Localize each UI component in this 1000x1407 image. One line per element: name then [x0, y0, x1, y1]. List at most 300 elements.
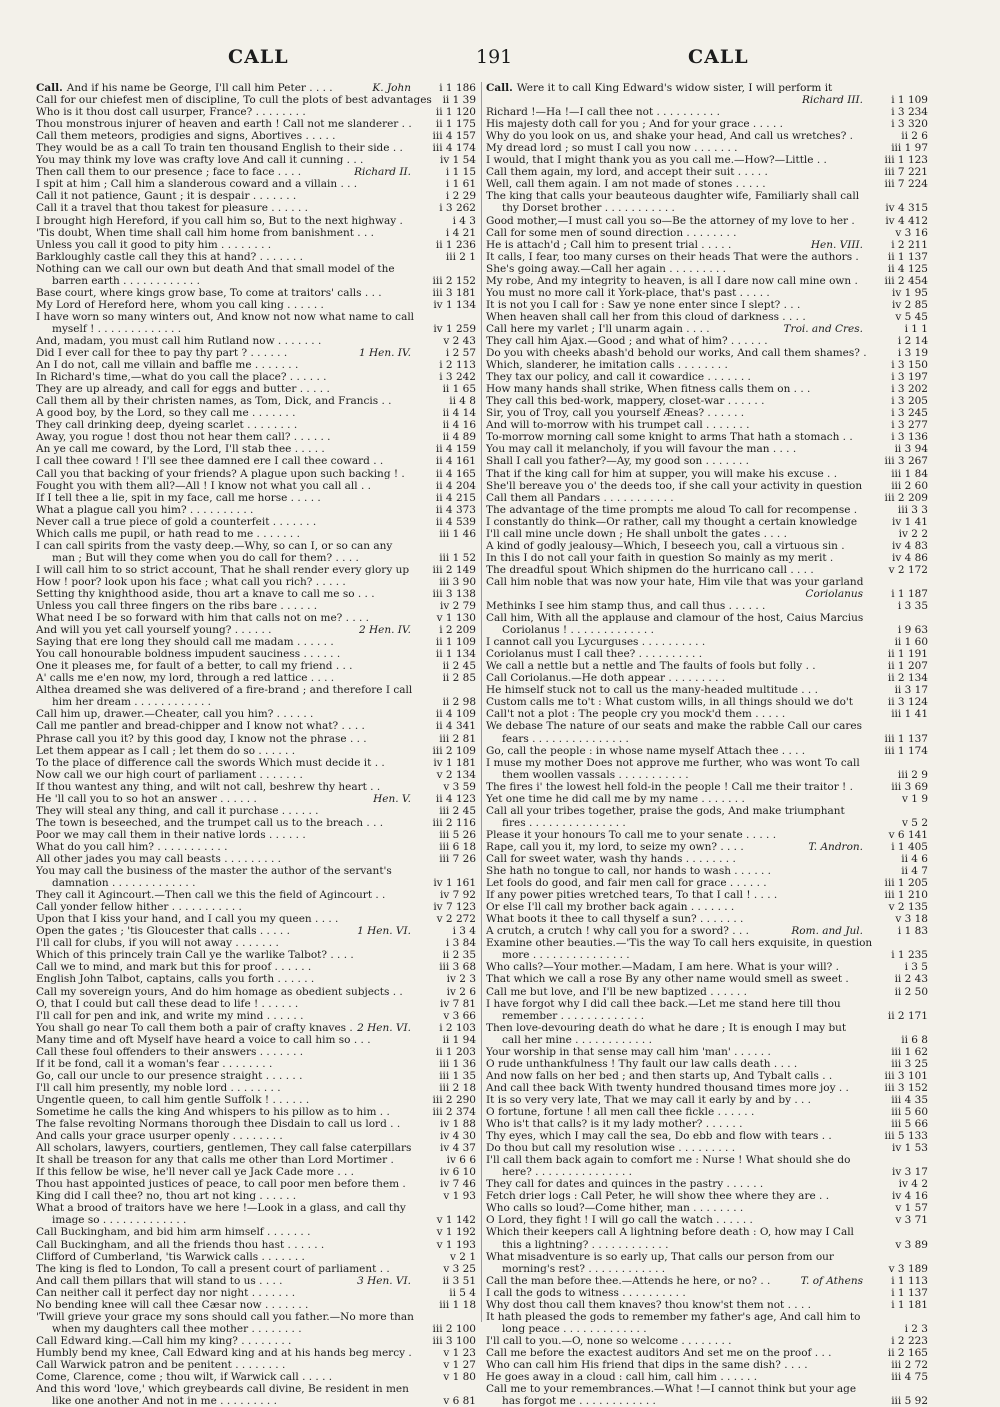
entry-line — [36, 383, 476, 395]
quote-text: Call him noble that was now your hate, Him vile that was your garland — [486, 575, 864, 588]
quote-text: A kind of godly jealousy—Which, I beseech you, call a virtuous sin . — [486, 539, 845, 552]
quote-text: It is so very very late, That we may call it early by and by . . . — [486, 1093, 812, 1106]
entry-line — [36, 540, 476, 552]
entry-line — [36, 395, 476, 407]
quote-text: Call them meteors, prodigies and signs, Abortives . . . . . — [36, 130, 336, 143]
act-scene-line-ref: ii 6 8 — [897, 1034, 928, 1046]
act-scene-line-ref: ii 2 165 — [884, 1347, 928, 1359]
entry-line — [486, 455, 928, 467]
quote-text: Call we to mind, and mark but this for proof . . . . . . — [36, 961, 312, 974]
entry-line — [36, 1118, 476, 1130]
entry-line — [36, 1251, 476, 1263]
act-scene-line-ref: v 5 2 — [898, 817, 928, 829]
entry-line — [36, 468, 476, 480]
act-scene-line-ref: iv 1 88 — [436, 1118, 476, 1130]
quote-text: It hath pleased the gods to remember my father's age, And call him to — [486, 1310, 861, 1323]
quote-text: Unless you call three fingers on the ribs bare . . . . . . — [36, 600, 318, 613]
act-scene-line-ref: iii 3 181 — [429, 287, 476, 299]
quote-text: The king is fled to London, To call a present court of parliament . . — [36, 1262, 390, 1275]
quote-text: My dread lord ; so must I call you now . . . . . . . — [486, 142, 738, 155]
entry-line — [486, 383, 928, 395]
quote-text: They would be as a call To train ten thousand English to their side . . — [36, 142, 403, 155]
entry-line — [486, 1371, 928, 1383]
quote-text: Ungentle queen, to call him gentle Suffolk ! . . . . . . — [36, 1093, 310, 1106]
entry-line — [486, 118, 928, 130]
act-scene-line-ref: v 2 43 — [439, 335, 476, 347]
quote-text: Richard !—Ha !—I call thee not . . . . . . . . . . — [486, 106, 720, 119]
play-title: K. John — [369, 82, 414, 94]
entry-line — [486, 624, 928, 636]
act-scene-line-ref: iii 3 267 — [881, 455, 928, 467]
quote-text: What misadventure is so early up, That calls our person from our — [486, 1250, 834, 1263]
quote-text: Coriolanus must I call thee? . . . . . . . . . . — [486, 648, 703, 661]
act-scene-line-ref: v 3 59 — [439, 781, 476, 793]
entry-line — [36, 528, 476, 540]
entry-line — [486, 841, 928, 853]
entry-line — [36, 1094, 476, 1106]
quote-text: fears . . . . . . . . . . . . . . . — [502, 732, 629, 745]
entry-line — [486, 986, 928, 998]
quote-text: O rude unthankfulness ! Thy fault our law calls death . . . . — [486, 1057, 798, 1070]
entry-line — [486, 431, 928, 443]
quote-text: Upon that I kiss your hand, and I call you my queen . . . . — [36, 913, 339, 926]
quote-text: Who is it thou dost call usurper, France? . . . . . . . . — [36, 106, 306, 119]
act-scene-line-ref: iii 4 157 — [429, 130, 476, 142]
quote-text: Call Edward king.—Call him my king? . . . . . . . . — [36, 1334, 292, 1347]
act-scene-line-ref: i 3 4 — [449, 925, 476, 937]
quote-text: He is attach'd ; Call him to present trial . . . . . — [486, 238, 732, 251]
quote-text: How many hands shall strike, When fitness calls them on . . . — [486, 383, 811, 396]
entry-line — [36, 1359, 476, 1371]
quote-text: Call me but love, and I'll be new baptized . . . . . . — [486, 985, 747, 998]
act-scene-line-ref: i 3 234 — [887, 106, 928, 118]
quote-text: Call it not patience, Gaunt ; it is despair . . . . . . . — [36, 190, 297, 203]
quote-text: What boots it thee to call thyself a sun? . . . . . . . — [486, 913, 744, 926]
entry-line — [486, 1058, 928, 1070]
act-scene-line-ref: i 2 3 — [901, 1323, 928, 1335]
quote-text: Why do you look on us, and shake your head, And call us wretches? . — [486, 130, 853, 143]
act-scene-line-ref: ii 1 65 — [439, 383, 476, 395]
entry-line — [486, 1082, 928, 1094]
act-scene-line-ref: ii 4 165 — [432, 468, 476, 480]
act-scene-line-ref: iii 1 97 — [887, 142, 928, 154]
quote-text: Methinks I see him stamp thus, and call thus . . . . . . — [486, 600, 766, 613]
act-scene-line-ref: iii 2 1 — [442, 251, 476, 263]
quote-text: Never call a true piece of gold a counterfeit . . . . . . . — [36, 515, 317, 528]
act-scene-line-ref: iv 1 259 — [429, 323, 476, 335]
quote-text: Saying that ere long they should call me madam . . . . . . — [36, 636, 334, 649]
entry-line — [36, 492, 476, 504]
entry-line — [36, 552, 476, 564]
entry-line — [486, 202, 928, 214]
act-scene-line-ref: iii 2 209 — [881, 492, 928, 504]
entry-line — [486, 287, 928, 299]
entry-line — [36, 1082, 476, 1094]
act-scene-line-ref: i 3 245 — [887, 407, 928, 419]
page-header — [0, 46, 1000, 76]
act-scene-line-ref: iv 6 6 — [443, 1154, 476, 1166]
quote-text: He goes away in a cloud : call him, call him . . . . . . — [486, 1371, 758, 1384]
quote-text: A' calls me e'en now, my lord, through a red lattice . . . . — [36, 672, 335, 685]
quote-text: No bending knee will call thee Cæsar now . . . . . . . — [36, 1298, 309, 1311]
act-scene-line-ref: iii 2 9 — [894, 769, 928, 781]
entry-line — [486, 371, 928, 383]
act-scene-line-ref: iii 2 454 — [881, 275, 928, 287]
quote-text: It is not you I call for : Saw ye none enter since I slept? . . . — [486, 298, 801, 311]
entry-line — [486, 973, 928, 985]
quote-text: I brought high Hereford, if you call him so, But to the next highway . — [36, 214, 403, 227]
entry-line — [486, 949, 928, 961]
entry-line — [36, 1142, 476, 1154]
entry-line — [36, 684, 476, 696]
act-scene-line-ref: i 3 84 — [442, 937, 476, 949]
act-scene-line-ref: iv 2 79 — [436, 600, 476, 612]
quote-text: Let them appear as I call ; let them do so . . . . . . — [36, 744, 296, 757]
act-scene-line-ref: iv 2 3 — [443, 973, 476, 985]
entry-line — [36, 1166, 476, 1178]
play-title: Hen. V. — [370, 793, 414, 805]
act-scene-line-ref: iii 3 90 — [435, 576, 476, 588]
quote-text: It calls, I fear, too many curses on their heads That were the authors . — [486, 250, 859, 263]
play-title: 2 Hen. IV. — [356, 624, 414, 636]
entry-line — [36, 949, 476, 961]
quote-text: You call honourable boldness impudent sauciness . . . . . . — [36, 648, 341, 661]
act-scene-line-ref: iii 5 133 — [881, 1130, 928, 1142]
play-title: Troi. and Cres. — [781, 323, 866, 335]
entry-line — [486, 998, 928, 1010]
act-scene-line-ref: i 3 5 — [901, 961, 928, 973]
act-scene-line-ref: ii 1 60 — [891, 636, 928, 648]
quote-text: Sometime he calls the king And whispers to his pillow as to him . . — [36, 1105, 390, 1118]
quote-text: Then love-devouring death do what he dare ; It is enough I may but — [486, 1021, 847, 1034]
entry-line — [486, 142, 928, 154]
quote-text: Who is't that calls? is it my lady mother? . . . . . . — [486, 1118, 743, 1131]
entry-line — [36, 901, 476, 913]
right-headword: CALL — [688, 46, 749, 68]
entry-line — [36, 600, 476, 612]
act-scene-line-ref: iv 4 30 — [436, 1130, 476, 1142]
entry-lead-word: Call. — [36, 82, 63, 94]
act-scene-line-ref: ii 3 124 — [884, 696, 928, 708]
entry-line — [36, 431, 476, 443]
quote-text: Who calls?—Your mother.—Madam, I am here. What is your will? . — [486, 961, 839, 974]
entry-line — [36, 648, 476, 660]
act-scene-line-ref: ii 4 373 — [432, 504, 476, 516]
quote-text: She'll bereave you o' the deeds too, if she call your activity in question — [486, 479, 863, 492]
entry-line — [486, 1335, 928, 1347]
act-scene-line-ref: i 1 113 — [887, 1275, 928, 1287]
play-title: 1 Hen. VI. — [354, 925, 414, 937]
entry-line — [486, 492, 928, 504]
quote-text: Call Coriolanus.—He doth appear . . . . . . . . . — [486, 672, 726, 685]
quote-text: Thy eyes, which I may call the sea, Do ebb and flow with tears . . — [486, 1130, 832, 1143]
quote-text: fires . . . . . . . . . . . . . . . — [502, 816, 626, 829]
entry-line — [486, 311, 928, 323]
act-scene-line-ref: ii 5 4 — [445, 1287, 476, 1299]
quote-text: Go, call our uncle to our presence straight . . . . . . — [36, 1069, 303, 1082]
entry-line — [486, 636, 928, 648]
quote-text: man ; But will they come when you do call for them? . . . . — [52, 551, 359, 564]
act-scene-line-ref: ii 2 35 — [439, 949, 476, 961]
entry-lead-word: Call. — [486, 82, 513, 94]
entry-line — [36, 1287, 476, 1299]
entry-line — [36, 817, 476, 829]
play-title: T. of Athens — [798, 1275, 866, 1287]
entry-line — [36, 1395, 476, 1407]
quote-text: I spit at him ; Call him a slanderous coward and a villain . . . — [36, 178, 358, 191]
act-scene-line-ref: iv 4 2 — [895, 1178, 928, 1190]
entry-line — [486, 251, 928, 263]
quote-text: What a plague call you him? . . . . . . . . . . — [36, 503, 254, 516]
entry-line — [486, 829, 928, 841]
act-scene-line-ref: i 3 197 — [887, 371, 928, 383]
quote-text: I'll call to you.—O, none so welcome . . . . . . . . — [486, 1334, 732, 1347]
entry-line — [36, 564, 476, 576]
quote-text: Let fools do good, and fair men call for grace . . . . . . — [486, 877, 767, 890]
entry-line — [486, 588, 928, 600]
entry-line — [36, 443, 476, 455]
act-scene-line-ref: ii 1 203 — [432, 1046, 476, 1058]
quote-text: And call thee back With twenty hundred thousand times more joy . . — [486, 1081, 849, 1094]
entry-line — [486, 805, 928, 817]
act-scene-line-ref: iii 2 116 — [429, 817, 476, 829]
entry-line — [486, 1178, 928, 1190]
quote-text: That if the king call for him at supper, you will make his excuse . . — [486, 467, 838, 480]
entry-line — [486, 299, 928, 311]
quote-text: Call Warwick patron and be penitent . . . . . . . . — [36, 1358, 286, 1371]
entry-line — [36, 190, 476, 202]
entry-line — [486, 275, 928, 287]
entry-line — [486, 769, 928, 781]
quote-text: And call them pillars that will stand to us . . . . — [36, 1274, 283, 1287]
act-scene-line-ref: v 2 1 — [446, 1251, 476, 1263]
act-scene-line-ref: v 3 16 — [891, 227, 928, 239]
quote-text: morning's rest? . . . . . . . . . . . . — [502, 1262, 666, 1275]
act-scene-line-ref: iv 4 315 — [881, 202, 928, 214]
act-scene-line-ref: iv 2 2 — [895, 528, 928, 540]
quote-text: The king that calls your beauteous daughter wife, Familiarly shall call — [486, 190, 860, 203]
entry-line — [36, 1275, 476, 1287]
quote-text: His majesty doth call for you ; And for your grace . . . . . — [486, 118, 783, 131]
act-scene-line-ref: ii 4 539 — [432, 516, 476, 528]
act-scene-line-ref: ii 1 191 — [884, 648, 928, 660]
quote-text: Many time and oft Myself have heard a voice to call him so . . . — [36, 1033, 371, 1046]
act-scene-line-ref: i 3 35 — [894, 600, 928, 612]
act-scene-line-ref: ii 2 85 — [439, 672, 476, 684]
quote-text: Call them all by their christen names, as Tom, Dick, and Francis . . — [36, 395, 392, 408]
act-scene-line-ref: iv 4 83 — [888, 540, 928, 552]
quote-text: Come, Clarence, come ; thou wilt, if Warwick call . . . . . — [36, 1371, 333, 1384]
act-scene-line-ref: i 2 113 — [435, 359, 476, 371]
quote-text: I constantly do think—Or rather, call my thought a certain knowledge — [486, 515, 858, 528]
act-scene-line-ref: iv 1 41 — [888, 516, 928, 528]
act-scene-line-ref: ii 1 120 — [432, 106, 476, 118]
quote-text: Call for sweet water, wash thy hands . . . . . . . . — [486, 853, 736, 865]
act-scene-line-ref: ii 1 236 — [432, 239, 476, 251]
entry-line — [486, 178, 928, 190]
entry-line — [36, 769, 476, 781]
act-scene-line-ref: iii 1 52 — [435, 552, 476, 564]
entry-line — [486, 1010, 928, 1022]
act-scene-line-ref: iv 6 10 — [436, 1166, 476, 1178]
quote-text: long peace . . . . . . . . . . . . . — [502, 1322, 647, 1335]
entry-line — [486, 865, 928, 877]
entry-line — [36, 118, 476, 130]
entry-line — [36, 913, 476, 925]
quote-text: English John Talbot, captains, calls you forth . . . . . . — [36, 973, 315, 986]
entry-line — [36, 263, 476, 275]
act-scene-line-ref: v 1 9 — [898, 793, 928, 805]
quote-text: Do you with cheeks abash'd behold our works, And call them shames? . — [486, 347, 867, 360]
play-title: Richard II. — [351, 166, 414, 178]
act-scene-line-ref: iv 4 412 — [881, 215, 928, 227]
act-scene-line-ref: i 3 277 — [887, 419, 928, 431]
quote-text: The false revolting Normans thorough thee Disdain to call us lord . . — [36, 1118, 401, 1131]
quote-text: King did I call thee? no, thou art not king . . . . . . — [36, 1190, 297, 1203]
entry-line — [36, 1335, 476, 1347]
act-scene-line-ref: iii 5 92 — [887, 1395, 928, 1407]
act-scene-line-ref: ii 4 8 — [445, 395, 476, 407]
act-scene-line-ref: i 3 19 — [894, 347, 928, 359]
entry-line — [36, 335, 476, 347]
act-scene-line-ref: i 3 136 — [887, 431, 928, 443]
entry-line — [36, 672, 476, 684]
entry-line — [36, 1226, 476, 1238]
entry-line — [36, 708, 476, 720]
entry-line — [486, 480, 928, 492]
entry-line — [36, 202, 476, 214]
quote-text: And now falls on her bed ; and then starts up, And Tybalt calls . . — [486, 1069, 833, 1082]
act-scene-line-ref: iii 3 69 — [887, 781, 928, 793]
quote-text: An I do not, call me villain and baffle me . . . . . . . — [36, 359, 299, 372]
quote-text: If this fellow be wise, he'll never call ye Jack Cade more . . . — [36, 1166, 355, 1179]
entry-line — [36, 407, 476, 419]
quote-text: Which, slanderer, he imitation calls . . . . . . . . — [486, 359, 728, 372]
quote-text: I call thee coward ! I'll see thee damned ere I call thee coward . . — [36, 455, 384, 468]
quote-text: Which their keepers call A lightning before death : O, how may I Call — [486, 1226, 854, 1239]
entry-line — [486, 672, 928, 684]
entry-line — [486, 889, 928, 901]
entry-line — [36, 1178, 476, 1190]
entry-line — [486, 227, 928, 239]
quote-text: They tax our policy, and call it cowardice . . . . . . . — [486, 371, 751, 384]
entry-line — [486, 1323, 928, 1335]
quote-text: If I tell thee a lie, spit in my face, call me horse . . . . . — [36, 491, 321, 504]
column-divider — [481, 82, 482, 1322]
quote-text: Call him, With all the applause and clamour of the host, Caius Marcius — [486, 612, 864, 625]
quote-text: The fires i' the lowest hell fold-in the people ! Call me their traitor ! . — [486, 780, 853, 793]
entry-line — [36, 504, 476, 516]
quote-text: Why dost thou call them knaves? thou know'st them not . . . . — [486, 1298, 811, 1311]
entry-line — [36, 1022, 476, 1034]
quote-text: Thou monstrous injurer of heaven and earth ! Call not me slanderer . . — [36, 118, 412, 131]
act-scene-line-ref: ii 4 16 — [439, 419, 476, 431]
act-scene-line-ref: v 1 57 — [891, 1202, 928, 1214]
entry-line — [36, 925, 476, 937]
entry-line — [36, 1034, 476, 1046]
entry-line — [36, 961, 476, 973]
entry-line — [486, 407, 928, 419]
entry-line — [36, 937, 476, 949]
quote-text: We debase The nature of our seats and make the rabble Call our cares — [486, 720, 862, 733]
act-scene-line-ref: ii 4 215 — [432, 492, 476, 504]
entry-line — [36, 323, 476, 335]
act-scene-line-ref: ii 1 137 — [884, 251, 928, 263]
act-scene-line-ref: v 3 71 — [891, 1214, 928, 1226]
quote-text: Thou hast appointed justices of peace, to call poor men before them . — [36, 1178, 406, 1191]
act-scene-line-ref: iv 4 37 — [436, 1142, 476, 1154]
entry-line — [36, 1383, 476, 1395]
quote-text: I can call spirits from the vasty deep.—Why, so can I, or so can any — [36, 539, 393, 552]
entry-line — [36, 516, 476, 528]
quote-text: image so . . . . . . . . . . . . . — [52, 1214, 187, 1227]
act-scene-line-ref: iii 2 81 — [435, 733, 476, 745]
quote-text: All other jades you may call beasts . . . . . . . . . — [36, 853, 281, 865]
quote-text: Althea dreamed she was delivered of a fire-brand ; and therefore I call — [36, 684, 413, 697]
act-scene-line-ref: iv 7 81 — [436, 998, 476, 1010]
act-scene-line-ref: iii 2 72 — [887, 1359, 928, 1371]
act-scene-line-ref: i 2 209 — [435, 624, 476, 636]
entry-line — [486, 937, 928, 949]
entry-line — [36, 1106, 476, 1118]
act-scene-line-ref: iv 4 16 — [888, 1190, 928, 1202]
quote-text: Barkloughly castle call they this at hand? . . . . . . . — [36, 250, 303, 263]
act-scene-line-ref: ii 4 123 — [432, 793, 476, 805]
entry-line — [486, 419, 928, 431]
quote-text: call her mine . . . . . . . . . . . . — [502, 1033, 652, 1046]
quote-text: The town is beseeched, and the trumpet call us to the breach . . . — [36, 816, 384, 829]
quote-text: Call Buckingham, and all the friends thou hast . . . . . . — [36, 1238, 325, 1251]
act-scene-line-ref: iii 1 36 — [435, 1058, 476, 1070]
entry-line — [486, 612, 928, 624]
entry-line — [36, 1190, 476, 1202]
act-scene-line-ref: iii 3 101 — [881, 1070, 928, 1082]
entry-line — [486, 696, 928, 708]
act-scene-line-ref: i 1 235 — [887, 949, 928, 961]
entry-line — [36, 720, 476, 732]
entry-line — [486, 190, 928, 202]
entry-line — [486, 1166, 928, 1178]
act-scene-line-ref: iii 1 35 — [435, 1070, 476, 1082]
quote-text: Unless you call it good to pity him . . . . . . . . — [36, 238, 272, 251]
act-scene-line-ref: i 1 187 — [887, 588, 928, 600]
act-scene-line-ref: ii 2 98 — [439, 696, 476, 708]
act-scene-line-ref: iii 2 149 — [429, 564, 476, 576]
quote-text: Call here my varlet ; I'll unarm again . . . . — [486, 322, 710, 335]
act-scene-line-ref: v 5 45 — [891, 311, 928, 323]
entry-line — [486, 708, 928, 720]
quote-text: The dreadful spout Which shipmen do the hurricano call . . . . — [486, 563, 814, 576]
quote-text: more . . . . . . . . . . . . . . . — [502, 949, 630, 962]
quote-text: You must no more call it York-place, that's past . . . . . — [486, 286, 770, 299]
entry-line — [486, 1130, 928, 1142]
entry-line — [36, 1058, 476, 1070]
act-scene-line-ref: iii 1 18 — [435, 1299, 476, 1311]
act-scene-line-ref: iii 3 25 — [887, 1058, 928, 1070]
entry-line — [486, 1239, 928, 1251]
act-scene-line-ref: i 3 150 — [887, 359, 928, 371]
quote-text: And if his name be George, I'll call him Peter . . . . — [66, 82, 333, 94]
entry-line — [36, 998, 476, 1010]
act-scene-line-ref: i 2 211 — [887, 239, 928, 251]
act-scene-line-ref: iii 2 152 — [429, 275, 476, 287]
act-scene-line-ref: v 1 130 — [433, 612, 476, 624]
entry-line — [36, 311, 476, 323]
quote-text: In Richard's time,—what do you call the place? . . . . . . — [36, 371, 327, 384]
entry-line — [486, 516, 928, 528]
act-scene-line-ref: iii 2 290 — [429, 1094, 476, 1106]
entry-line — [36, 1154, 476, 1166]
